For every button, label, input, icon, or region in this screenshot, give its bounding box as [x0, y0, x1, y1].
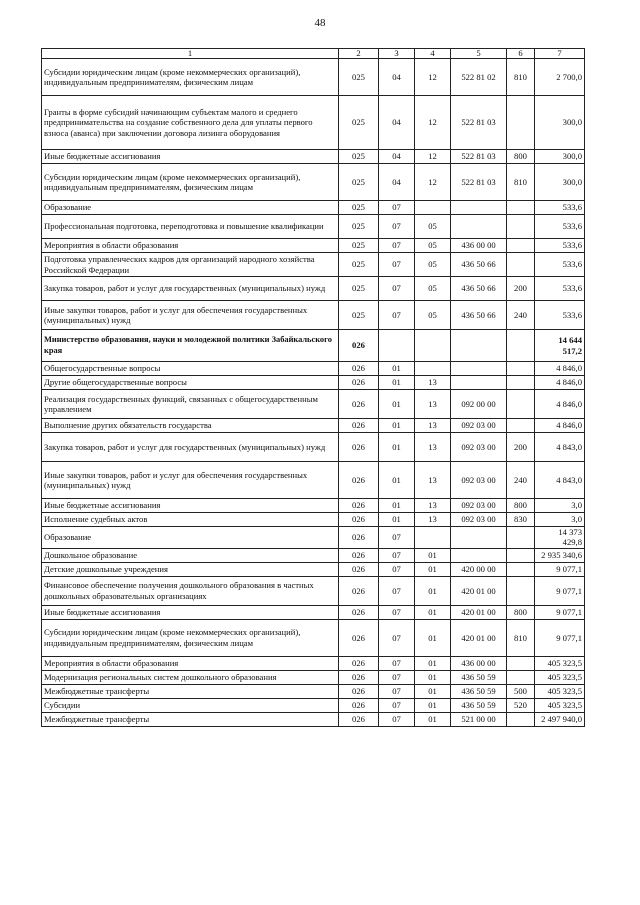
expense-type-cell — [507, 576, 535, 605]
section-cell: 07 — [379, 656, 415, 670]
code-cell: 026 — [339, 376, 379, 390]
section-cell: 01 — [379, 376, 415, 390]
table-row — [42, 684, 585, 698]
target-article-cell: 436 00 00 — [451, 239, 507, 253]
section-cell: 07 — [379, 698, 415, 712]
subsection-cell: 01 — [415, 605, 451, 619]
amount-cell: 9 077,1 — [535, 576, 585, 605]
section-cell: 07 — [379, 605, 415, 619]
code-cell: 026 — [339, 362, 379, 376]
code-cell: 026 — [339, 656, 379, 670]
target-article-cell: 420 01 00 — [451, 619, 507, 656]
table-row — [42, 433, 585, 462]
code-cell: 026 — [339, 605, 379, 619]
amount-cell: 3,0 — [535, 499, 585, 513]
subsection-cell: 13 — [415, 513, 451, 527]
target-article-cell: 436 50 59 — [451, 670, 507, 684]
table-row — [42, 164, 585, 201]
target-article-cell — [451, 548, 507, 562]
expense-type-cell: 520 — [507, 698, 535, 712]
section-cell: 07 — [379, 684, 415, 698]
section-cell: 07 — [379, 527, 415, 549]
table-row — [42, 330, 585, 362]
expense-type-cell: 200 — [507, 277, 535, 301]
subsection-cell: 12 — [415, 150, 451, 164]
target-article-cell: 521 00 00 — [451, 712, 507, 726]
subsection-cell: 01 — [415, 619, 451, 656]
target-article-cell: 436 50 66 — [451, 253, 507, 277]
amount-cell: 14 373 429,8 — [535, 527, 585, 549]
budget-table — [41, 48, 585, 727]
table-row — [42, 527, 585, 549]
table-row — [42, 390, 585, 419]
table-row — [42, 562, 585, 576]
code-cell: 026 — [339, 576, 379, 605]
amount-cell: 533,6 — [535, 215, 585, 239]
expense-type-cell — [507, 527, 535, 549]
column-header: 2 — [339, 49, 379, 59]
amount-cell: 4 846,0 — [535, 390, 585, 419]
table-row — [42, 215, 585, 239]
table-row — [42, 201, 585, 215]
row-name-cell: Образование — [42, 201, 339, 215]
code-cell: 025 — [339, 59, 379, 96]
target-article-cell: 522 81 03 — [451, 96, 507, 150]
section-cell: 01 — [379, 433, 415, 462]
amount-cell: 533,6 — [535, 201, 585, 215]
target-article-cell: 092 03 00 — [451, 462, 507, 499]
column-header: 7 — [535, 49, 585, 59]
row-name-cell: Финансовое обеспечение получения дошкольного образования в частных дошкольных образовательных организациях — [42, 576, 339, 605]
code-cell: 026 — [339, 670, 379, 684]
target-article-cell — [451, 376, 507, 390]
section-cell: 07 — [379, 239, 415, 253]
row-name-cell: Иные бюджетные ассигнования — [42, 150, 339, 164]
section-cell — [379, 330, 415, 362]
section-cell: 01 — [379, 462, 415, 499]
table-row — [42, 712, 585, 726]
code-cell: 026 — [339, 684, 379, 698]
amount-cell: 4 846,0 — [535, 376, 585, 390]
target-article-cell — [451, 527, 507, 549]
row-name-cell: Профессиональная подготовка, переподготовка и повышение квалификации — [42, 215, 339, 239]
expense-type-cell — [507, 239, 535, 253]
row-name-cell: Субсидии — [42, 698, 339, 712]
target-article-cell: 436 50 66 — [451, 301, 507, 330]
table-row — [42, 277, 585, 301]
subsection-cell: 12 — [415, 164, 451, 201]
table-row — [42, 656, 585, 670]
code-cell: 025 — [339, 164, 379, 201]
subsection-cell: 01 — [415, 684, 451, 698]
subsection-cell: 05 — [415, 253, 451, 277]
row-name-cell: Иные бюджетные ассигнования — [42, 499, 339, 513]
subsection-cell: 13 — [415, 390, 451, 419]
row-name-cell: Иные закупки товаров, работ и услуг для обеспечения государственных (муниципальных) нужд — [42, 462, 339, 499]
row-name-cell: Образование — [42, 527, 339, 549]
table-row — [42, 419, 585, 433]
target-article-cell — [451, 362, 507, 376]
row-name-cell: Иные закупки товаров, работ и услуг для обеспечения государственных (муниципальных) нужд — [42, 301, 339, 330]
amount-cell: 3,0 — [535, 513, 585, 527]
target-article-cell — [451, 201, 507, 215]
expense-type-cell: 800 — [507, 499, 535, 513]
code-cell: 026 — [339, 548, 379, 562]
code-cell: 026 — [339, 513, 379, 527]
expense-type-cell — [507, 96, 535, 150]
table-row — [42, 362, 585, 376]
code-cell: 026 — [339, 527, 379, 549]
amount-cell: 533,6 — [535, 253, 585, 277]
section-cell: 04 — [379, 164, 415, 201]
code-cell: 025 — [339, 277, 379, 301]
amount-cell: 14 644 517,2 — [535, 330, 585, 362]
subsection-cell: 13 — [415, 433, 451, 462]
expense-type-cell — [507, 390, 535, 419]
row-name-cell: Выполнение других обязательств государства — [42, 419, 339, 433]
section-cell: 07 — [379, 253, 415, 277]
subsection-cell: 01 — [415, 548, 451, 562]
expense-type-cell: 800 — [507, 150, 535, 164]
section-cell: 07 — [379, 277, 415, 301]
subsection-cell: 01 — [415, 712, 451, 726]
target-article-cell: 436 00 00 — [451, 656, 507, 670]
subsection-cell: 05 — [415, 301, 451, 330]
row-name-cell: Субсидии юридическим лицам (кроме некоммерческих организаций), индивидуальным предпринимателям, физическим лицам — [42, 164, 339, 201]
amount-cell: 9 077,1 — [535, 619, 585, 656]
expense-type-cell — [507, 562, 535, 576]
table-row — [42, 670, 585, 684]
subsection-cell — [415, 330, 451, 362]
code-cell: 025 — [339, 96, 379, 150]
expense-type-cell: 800 — [507, 605, 535, 619]
subsection-cell: 01 — [415, 562, 451, 576]
section-cell: 01 — [379, 362, 415, 376]
code-cell: 026 — [339, 330, 379, 362]
row-name-cell: Мероприятия в области образования — [42, 239, 339, 253]
row-name-cell: Закупка товаров, работ и услуг для государственных (муниципальных) нужд — [42, 433, 339, 462]
column-header: 5 — [451, 49, 507, 59]
expense-type-cell: 810 — [507, 59, 535, 96]
target-article-cell: 092 00 00 — [451, 390, 507, 419]
target-article-cell: 092 03 00 — [451, 513, 507, 527]
section-cell: 04 — [379, 59, 415, 96]
amount-cell: 300,0 — [535, 150, 585, 164]
table-row — [42, 605, 585, 619]
target-article-cell: 092 03 00 — [451, 433, 507, 462]
subsection-cell: 13 — [415, 419, 451, 433]
expense-type-cell: 500 — [507, 684, 535, 698]
amount-cell: 300,0 — [535, 164, 585, 201]
page-number: 48 — [314, 17, 326, 29]
subsection-cell: 05 — [415, 239, 451, 253]
target-article-cell: 522 81 03 — [451, 164, 507, 201]
code-cell: 026 — [339, 390, 379, 419]
expense-type-cell — [507, 330, 535, 362]
amount-cell: 9 077,1 — [535, 605, 585, 619]
target-article-cell: 420 01 00 — [451, 576, 507, 605]
amount-cell: 4 846,0 — [535, 362, 585, 376]
table-row — [42, 698, 585, 712]
section-cell: 07 — [379, 301, 415, 330]
code-cell: 025 — [339, 239, 379, 253]
code-cell: 025 — [339, 253, 379, 277]
expense-type-cell — [507, 215, 535, 239]
code-cell: 025 — [339, 301, 379, 330]
row-name-cell: Реализация государственных функций, связанных с общегосударственным управлением — [42, 390, 339, 419]
subsection-cell: 13 — [415, 499, 451, 513]
subsection-cell: 01 — [415, 656, 451, 670]
section-cell: 04 — [379, 150, 415, 164]
target-article-cell: 436 50 59 — [451, 684, 507, 698]
subsection-cell: 05 — [415, 215, 451, 239]
table-row — [42, 253, 585, 277]
code-cell: 026 — [339, 462, 379, 499]
expense-type-cell — [507, 670, 535, 684]
target-article-cell: 420 01 00 — [451, 605, 507, 619]
row-name-cell: Подготовка управленческих кадров для организаций народного хозяйства Российской Федерации — [42, 253, 339, 277]
target-article-cell: 092 03 00 — [451, 499, 507, 513]
amount-cell: 533,6 — [535, 277, 585, 301]
code-cell: 026 — [339, 562, 379, 576]
expense-type-cell — [507, 201, 535, 215]
expense-type-cell — [507, 253, 535, 277]
code-cell: 025 — [339, 215, 379, 239]
target-article-cell: 436 50 66 — [451, 277, 507, 301]
table-row — [42, 376, 585, 390]
amount-cell: 405 323,5 — [535, 698, 585, 712]
table-row — [42, 96, 585, 150]
expense-type-cell: 810 — [507, 164, 535, 201]
row-name-cell: Дошкольное образование — [42, 548, 339, 562]
expense-type-cell: 830 — [507, 513, 535, 527]
code-cell: 026 — [339, 419, 379, 433]
table-row — [42, 239, 585, 253]
row-name-cell: Модернизация региональных систем дошкольного образования — [42, 670, 339, 684]
amount-cell: 533,6 — [535, 239, 585, 253]
section-cell: 07 — [379, 201, 415, 215]
table-row — [42, 576, 585, 605]
amount-cell: 2 700,0 — [535, 59, 585, 96]
target-article-cell — [451, 215, 507, 239]
section-cell: 01 — [379, 419, 415, 433]
section-cell: 01 — [379, 499, 415, 513]
code-cell: 026 — [339, 619, 379, 656]
section-cell: 07 — [379, 619, 415, 656]
column-header: 3 — [379, 49, 415, 59]
row-name-cell: Министерство образования, науки и молодежной политики Забайкальского края — [42, 330, 339, 362]
expense-type-cell — [507, 419, 535, 433]
target-article-cell: 420 00 00 — [451, 562, 507, 576]
expense-type-cell — [507, 548, 535, 562]
row-name-cell: Межбюджетные трансферты — [42, 712, 339, 726]
expense-type-cell: 200 — [507, 433, 535, 462]
subsection-cell: 12 — [415, 59, 451, 96]
table-row — [42, 150, 585, 164]
table-row — [42, 59, 585, 96]
expense-type-cell: 240 — [507, 301, 535, 330]
amount-cell: 533,6 — [535, 301, 585, 330]
section-cell: 07 — [379, 215, 415, 239]
section-cell: 07 — [379, 562, 415, 576]
amount-cell: 4 843,0 — [535, 433, 585, 462]
table-row — [42, 513, 585, 527]
expense-type-cell — [507, 362, 535, 376]
row-name-cell: Детские дошкольные учреждения — [42, 562, 339, 576]
subsection-cell: 13 — [415, 462, 451, 499]
subsection-cell: 01 — [415, 698, 451, 712]
subsection-cell — [415, 362, 451, 376]
expense-type-cell: 240 — [507, 462, 535, 499]
table-row — [42, 499, 585, 513]
row-name-cell: Другие общегосударственные вопросы — [42, 376, 339, 390]
row-name-cell: Закупка товаров, работ и услуг для государственных (муниципальных) нужд — [42, 277, 339, 301]
amount-cell: 4 846,0 — [535, 419, 585, 433]
column-header: 1 — [42, 49, 339, 59]
row-name-cell: Мероприятия в области образования — [42, 656, 339, 670]
column-header: 4 — [415, 49, 451, 59]
amount-cell: 405 323,5 — [535, 670, 585, 684]
subsection-cell: 05 — [415, 277, 451, 301]
expense-type-cell — [507, 656, 535, 670]
amount-cell: 9 077,1 — [535, 562, 585, 576]
expense-type-cell — [507, 376, 535, 390]
subsection-cell: 01 — [415, 670, 451, 684]
target-article-cell: 436 50 59 — [451, 698, 507, 712]
code-cell: 026 — [339, 499, 379, 513]
expense-type-cell — [507, 712, 535, 726]
code-cell: 026 — [339, 433, 379, 462]
header-row — [42, 49, 585, 59]
section-cell: 07 — [379, 548, 415, 562]
expense-type-cell: 810 — [507, 619, 535, 656]
code-cell: 025 — [339, 150, 379, 164]
section-cell: 04 — [379, 96, 415, 150]
section-cell: 01 — [379, 390, 415, 419]
amount-cell: 405 323,5 — [535, 684, 585, 698]
target-article-cell — [451, 330, 507, 362]
row-name-cell: Межбюджетные трансферты — [42, 684, 339, 698]
subsection-cell — [415, 527, 451, 549]
table-row — [42, 462, 585, 499]
section-cell: 01 — [379, 513, 415, 527]
amount-cell: 2 935 340,6 — [535, 548, 585, 562]
table-row — [42, 301, 585, 330]
table-row — [42, 548, 585, 562]
row-name-cell: Исполнение судебных актов — [42, 513, 339, 527]
row-name-cell: Общегосударственные вопросы — [42, 362, 339, 376]
subsection-cell — [415, 201, 451, 215]
target-article-cell: 522 81 02 — [451, 59, 507, 96]
row-name-cell: Иные бюджетные ассигнования — [42, 605, 339, 619]
code-cell: 025 — [339, 201, 379, 215]
row-name-cell: Гранты в форме субсидий начинающим субъектам малого и среднего предпринимательства на создание собственного дела для уплаты первого взноса (аванса) при заключении договора лизинга оборудования — [42, 96, 339, 150]
code-cell: 026 — [339, 698, 379, 712]
amount-cell: 405 323,5 — [535, 656, 585, 670]
amount-cell: 2 497 940,0 — [535, 712, 585, 726]
target-article-cell: 522 81 03 — [451, 150, 507, 164]
target-article-cell: 092 03 00 — [451, 419, 507, 433]
subsection-cell: 13 — [415, 376, 451, 390]
amount-cell: 4 843,0 — [535, 462, 585, 499]
section-cell: 07 — [379, 712, 415, 726]
row-name-cell: Субсидии юридическим лицам (кроме некоммерческих организаций), индивидуальным предпринимателям, физическим лицам — [42, 59, 339, 96]
table-row — [42, 619, 585, 656]
section-cell: 07 — [379, 576, 415, 605]
subsection-cell: 01 — [415, 576, 451, 605]
subsection-cell: 12 — [415, 96, 451, 150]
column-header: 6 — [507, 49, 535, 59]
amount-cell: 300,0 — [535, 96, 585, 150]
section-cell: 07 — [379, 670, 415, 684]
row-name-cell: Субсидии юридическим лицам (кроме некоммерческих организаций), индивидуальным предпринимателям, физическим лицам — [42, 619, 339, 656]
code-cell: 026 — [339, 712, 379, 726]
